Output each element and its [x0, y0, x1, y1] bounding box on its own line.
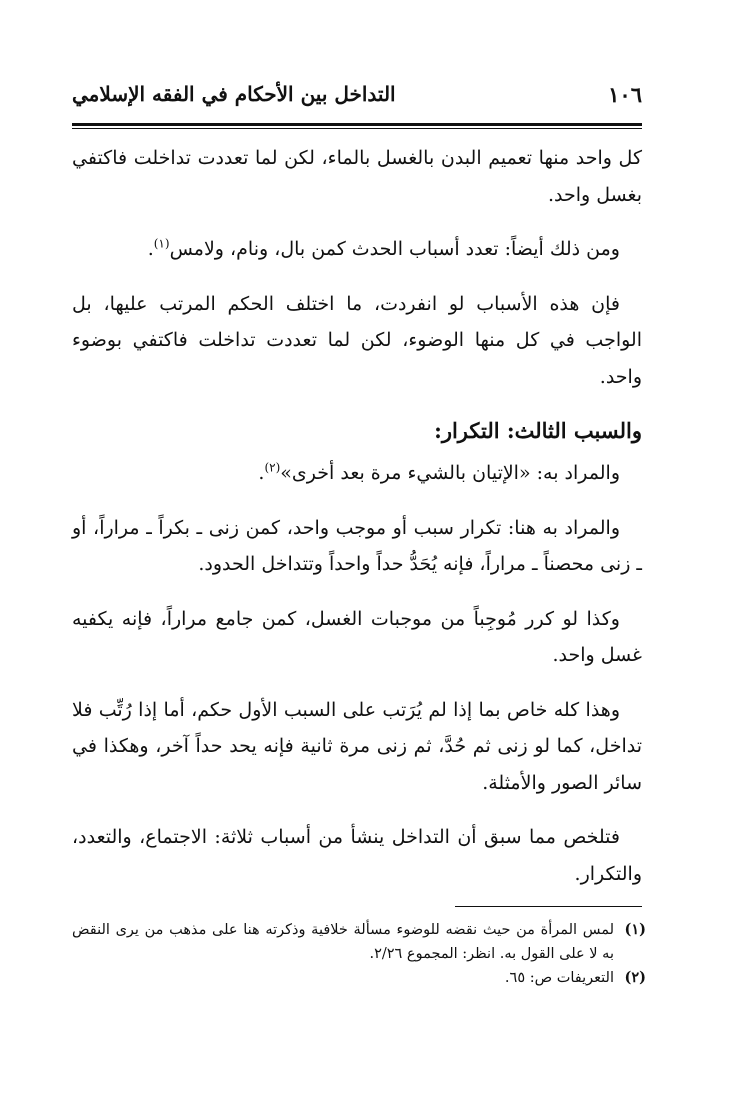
running-title: التداخل بين الأحكام في الفقه الإسلامي: [72, 82, 396, 106]
page-number: ١٠٦: [608, 82, 642, 107]
footnote-separator: [455, 906, 642, 907]
footnote-text: التعريفات ص: ٦٥.: [504, 970, 614, 986]
footnote: [72, 966, 646, 990]
footnote-number: (٢): [624, 969, 646, 986]
footnote-number: (١): [624, 921, 646, 938]
paragraph: [72, 231, 642, 268]
header-rule: [72, 123, 642, 126]
paragraph: وكذا لو كرر مُوجِباً من موجبات الغسل، كمن جامع مراراً، فإنه يكفيه غسل واحد.: [72, 607, 642, 666]
paragraph-text: ومن ذلك أيضاً: تعدد أسباب الحدث كمن بال، ونام، ولامس: [169, 238, 620, 260]
paragraph: والمراد به هنا: تكرار سبب أو موجب واحد، كمن زنى ـ بكراً ـ مراراً، أو ـ زنى محصناً ـ مراراً، فإنه يُحَدُّ حداً واحداً وتتداخل الحدود.: [72, 516, 642, 575]
page-header: [72, 82, 642, 118]
section-heading: والسبب الثالث: التكرار:: [434, 418, 642, 443]
paragraph-end: .: [147, 238, 154, 260]
footnote-ref[interactable]: (٢): [264, 460, 281, 475]
paragraph: [72, 455, 642, 492]
paragraph-text: والمراد به: «الإتيان بالشيء مرة بعد أخرى»: [280, 462, 620, 484]
header-rule-thin: [72, 128, 642, 129]
paragraph: فإن هذه الأسباب لو انفردت، ما اختلف الحكم المرتب عليها، بل الواجب في كل منها الوضوء، لكن لما تعددت تداخلت فاكتفي بوضوء واحد.: [72, 292, 642, 388]
paragraph-end: .: [258, 462, 265, 484]
footnotes: [72, 918, 646, 990]
main-text: [72, 140, 642, 910]
paragraph: كل واحد منها تعميم البدن بالغسل بالماء، لكن لما تعددت تداخلت فاكتفي بغسل واحد.: [72, 147, 642, 206]
footnote: [72, 918, 646, 966]
paragraph: وهذا كله خاص بما إذا لم يُرَتب على السبب الأول حكم، أما إذا رُتِّب فلا تداخل، كما لو زنى ثم حُدَّ، ثم زنى مرة ثانية فإنه يحد حداً آخر، وهكذا في سائر الصور والأمثلة.: [72, 698, 642, 794]
paragraph: فتلخص مما سبق أن التداخل ينشأ من أسباب ثلاثة: الاجتماع، والتعدد، والتكرار.: [72, 826, 642, 885]
footnote-text: لمس المرأة من حيث نقضه للوضوء مسألة خلافية وذكرته هنا على مذهب من يرى النقض به لا على القول به. انظر: المجموع ٢/٢٦.: [72, 922, 614, 962]
footnote-ref[interactable]: (١): [153, 236, 170, 251]
